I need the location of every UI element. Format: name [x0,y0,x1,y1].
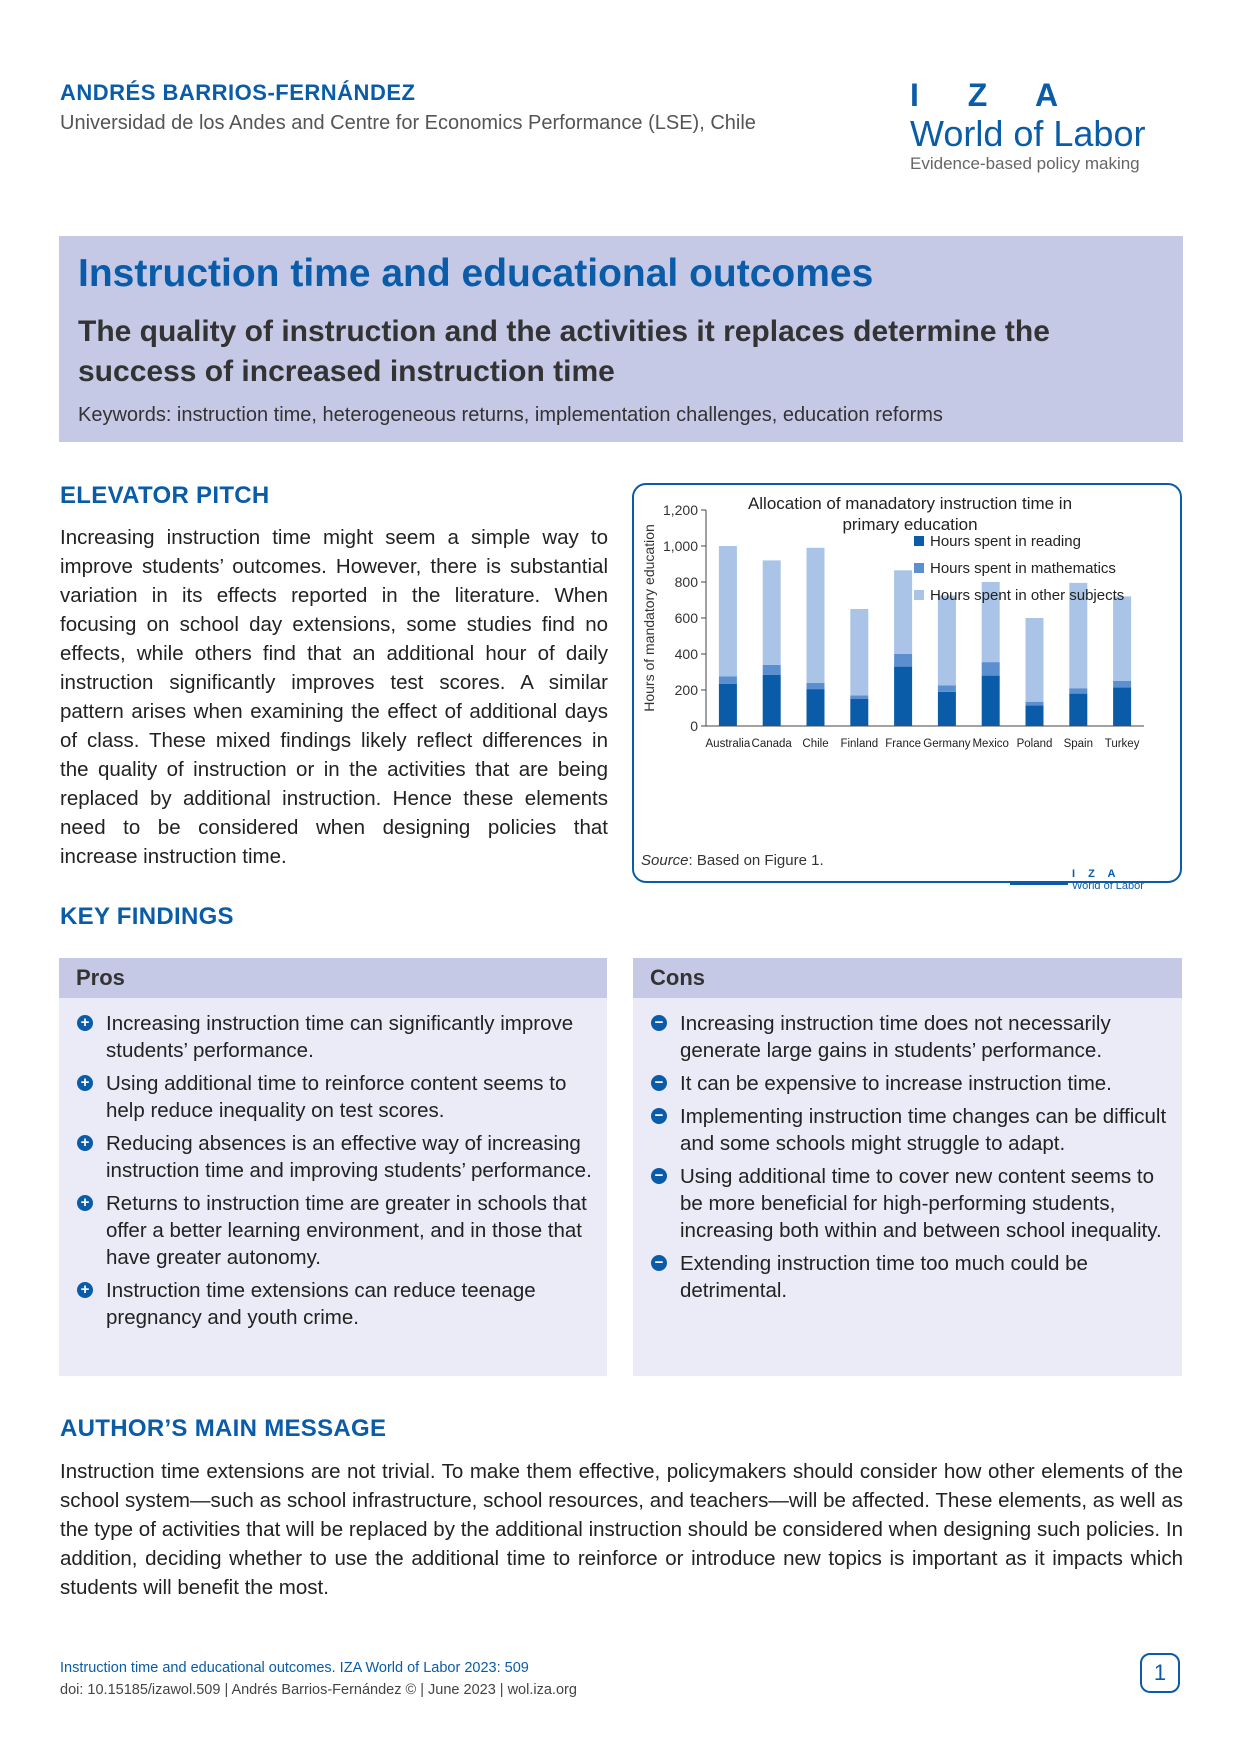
bar-segment [807,548,825,683]
chart-source [641,852,824,869]
y-tick-label: 1,200 [662,502,698,518]
plus-icon: + [77,1195,93,1211]
bar-segment [763,665,781,675]
bar-segment [763,675,781,726]
bar-segment [938,692,956,726]
bar-segment [1026,702,1044,706]
y-tick-label: 400 [674,646,698,662]
bar-segment [938,596,956,686]
logo-name: World of Labor [910,113,1146,154]
cons-item [651,1250,1168,1304]
minus-icon: − [651,1075,667,1091]
author-affiliation: Universidad de los Andes and Centre for Economics Performance (LSE), Chile [60,112,756,134]
x-tick-label: Australia [705,738,751,750]
cons-item-text: Implementing instruction time changes can be difficult and some schools might struggle to adapt. [680,1105,1167,1155]
chart-title: Allocation of manadatory instruction time in [747,494,1073,513]
bar-segment [850,609,868,695]
cons-item [651,1103,1168,1157]
bar-segment [894,654,912,667]
legend-swatch [914,590,924,600]
bar-segment [1113,596,1131,681]
bar-segment [850,699,868,726]
cons-title: Cons [633,958,1182,998]
legend-label: Hours spent in mathematics [930,560,1116,577]
x-tick-label: Poland [1016,738,1053,750]
bar-segment [1113,687,1131,726]
main-message-heading: AUTHOR’S MAIN MESSAGE [60,1415,387,1442]
chart-logo-name: World of Labor [1072,880,1144,892]
key-findings-heading: KEY FINDINGS [60,903,234,930]
chart-iza-logo [1072,868,1144,893]
bar-segment [982,676,1000,726]
x-tick-label: Canada [751,738,792,750]
bar-segment [894,667,912,726]
minus-icon: − [651,1108,667,1124]
bar-segment [719,677,737,684]
bar-segment [1026,618,1044,702]
pros-title: Pros [59,958,607,998]
bar-segment [850,695,868,699]
bar-segment [1069,688,1087,693]
author-name: ANDRÉS BARRIOS-FERNÁNDEZ [60,80,416,105]
x-tick-label: France [885,738,921,750]
page-number: 1 [1140,1653,1180,1693]
y-axis-label: Hours of mandatory education [641,524,657,712]
bar-segment [1113,681,1131,687]
chart [632,483,1182,883]
cons-item-text: Using additional time to cover new content seems to be more beneficial for high-performing students, increasing both within and between school inequality. [680,1165,1162,1242]
plus-icon: + [77,1075,93,1091]
pros-item-text: Increasing instruction time can significantly improve students’ performance. [106,1012,574,1062]
plus-icon: + [77,1015,93,1031]
pros-panel [59,958,607,1376]
bar-segment [763,560,781,664]
chart-logo-rule [1010,883,1068,885]
chart-title: primary education [842,515,978,534]
pros-item [77,1190,593,1271]
pros-item-text: Reducing absences is an effective way of increasing instruction time and improving students’ performance. [106,1132,592,1182]
x-tick-label: Spain [1063,738,1094,750]
x-tick-label: Turkey [1104,738,1140,750]
legend-swatch [914,563,924,573]
cons-item [651,1010,1168,1064]
footer-doi: doi: 10.15185/izawol.509 | Andrés Barrios-Fernández © | June 2023 | wol.iza.org [60,1682,577,1698]
minus-icon: − [651,1255,667,1271]
plus-icon: + [77,1135,93,1151]
paper-title: Instruction time and educational outcomes [78,252,874,295]
cons-item-text: Extending instruction time too much could be detrimental. [680,1252,1088,1302]
y-tick-label: 200 [674,682,698,698]
y-tick-label: 800 [674,574,698,590]
pros-item [77,1130,593,1184]
bar-segment [1069,694,1087,726]
bar-segment [719,684,737,726]
legend-swatch [914,536,924,546]
cons-item [651,1163,1168,1244]
minus-icon: − [651,1015,667,1031]
bar-segment [807,683,825,689]
y-tick-label: 1,000 [662,538,698,554]
x-tick-label: Germany [923,738,971,750]
x-tick-label: Chile [802,738,829,750]
x-tick-label: Mexico [972,738,1009,750]
bar-segment [894,570,912,654]
chart-source-text: : Based on Figure 1. [688,852,824,869]
cons-item-text: Increasing instruction time does not necessarily generate large gains in students’ performance. [680,1012,1111,1062]
bar-segment [938,686,956,692]
iza-logo [910,78,1190,174]
pros-item-text: Returns to instruction time are greater in schools that offer a better learning environment, and in those that have greater autonomy. [106,1192,587,1269]
x-tick-label: Finland [840,738,879,750]
minus-icon: − [651,1168,667,1184]
logo-tagline: Evidence-based policy making [910,154,1140,173]
keywords: Keywords: instruction time, heterogeneous returns, implementation challenges, education reforms [78,404,943,426]
cons-item-text: It can be expensive to increase instruction time. [680,1072,1112,1095]
y-tick-label: 0 [690,718,698,734]
legend-label: Hours spent in other subjects [930,587,1125,604]
footer-citation: Instruction time and educational outcomes. IZA World of Labor 2023: 509 [60,1660,529,1676]
legend-label: Hours spent in reading [930,533,1081,550]
pros-item [77,1277,593,1331]
cons-panel [633,958,1182,1376]
plus-icon: + [77,1282,93,1298]
bar-segment [982,662,1000,676]
y-tick-label: 600 [674,610,698,626]
pros-item-text: Using additional time to reinforce content seems to help reduce inequality on test scores. [106,1072,567,1122]
bar-segment [807,689,825,726]
elevator-pitch-text: Increasing instruction time might seem a simple way to improve students’ outcomes. However, there is substantial variation in its effects reported in the literature. When focusing on school day extensions, some studies find no effects, while others find that an additional hour of daily instruction significantly improves test scores. A similar pattern arises when examining the effect of additional days of class. These mixed findings likely reflect differences in the quality of instruction or in the activities that are being replaced by additional instruction. Hence these elements need to be considered when designing policies that increase instruction time. [60,526,608,868]
pros-item-text: Instruction time extensions can reduce teenage pregnancy and youth crime. [106,1279,536,1329]
bar-segment [719,546,737,677]
elevator-pitch-heading: ELEVATOR PITCH [60,482,270,509]
chart-source-label: Source [641,852,689,869]
chart-logo-letters: I Z A [1072,868,1121,880]
paper-subtitle: The quality of instruction and the activities it replaces determine the success of increased instruction time [78,315,1050,388]
cons-item [651,1070,1168,1097]
logo-letters: I Z A [910,77,1079,113]
pros-item [77,1010,593,1064]
bar-segment [1026,705,1044,726]
main-message-text: Instruction time extensions are not trivial. To make them effective, policymakers should consider how other elements of the school system—such as school infrastructure, school resources, and teachers—will be affected. These elements, as well as the type of activities that will be replaced by the additional instruction should be considered when designing such policies. In addition, deciding whether to use the additional time to reinforce or introduce new topics is important as it impacts which students will benefit the most. [60,1460,1183,1599]
pros-item [77,1070,593,1124]
